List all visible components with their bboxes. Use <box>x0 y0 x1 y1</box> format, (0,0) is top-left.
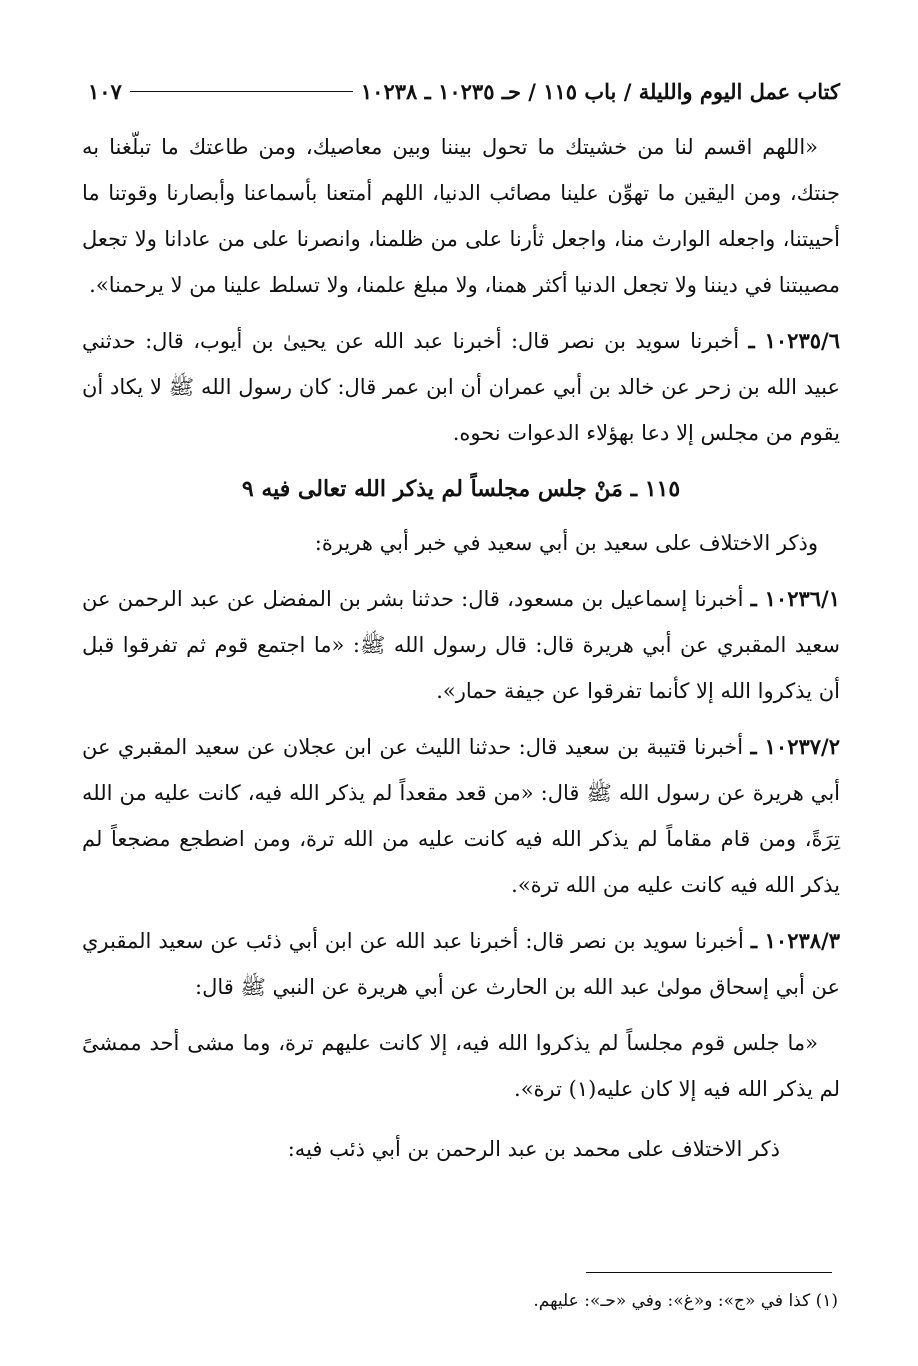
closing-text: ذكر الاختلاف على محمد بن عبد الرحمن بن أبي ذئب فيه: <box>287 1137 780 1161</box>
hadith-text: أخبرنا سويد بن نصر قال: أخبرنا عبد الله عن ابن أبي ذئب عن سعيد المقبري عن أبي إسحاق مولىٰ عبد الله بن الحارث عن أبي هريرة عن النبي ﷺ قال: <box>82 929 840 999</box>
hadith-10238 <box>82 918 840 1010</box>
page-body <box>82 124 840 1182</box>
quote-paragraph <box>82 1020 840 1112</box>
hadith-number: ١٠٢٣٧/٢ ـ <box>750 734 840 759</box>
dua-paragraph <box>82 124 840 308</box>
running-header <box>88 74 840 108</box>
hadith-text: أخبرنا قتيبة بن سعيد قال: حدثنا الليث عن ابن عجلان عن سعيد المقبري عن أبي هريرة عن رسول الله ﷺ قال: «من قعد مقعداً لم يذكر الله فيه، كانت عليه من الله تِرَةً، ومن قام مقاماً لم يذكر الله فيه كانت عليه من الله ترة، ومن اضطجع مضجعاً لم يذكر الله فيه كانت عليه من الله ترة». <box>82 735 840 897</box>
hadith-10235 <box>82 318 840 456</box>
hadith-number: ١٠٢٣٦/١ ـ <box>750 586 841 611</box>
header-rule <box>130 91 353 92</box>
hadith-10236 <box>82 576 840 714</box>
closing-line <box>82 1126 840 1172</box>
hadith-number: ١٠٢٣٨/٣ ـ <box>750 928 840 953</box>
intro-text: وذكر الاختلاف على سعيد بن أبي سعيد في خبر أبي هريرة: <box>314 531 818 555</box>
header-title: كتاب عمل اليوم والليلة / باب ١١٥ / حـ ١٠٢٣٥ ـ ١٠٢٣٨ <box>360 78 840 104</box>
chapter-heading: ١١٥ ـ مَنْ جلس مجلساً لم يذكر الله تعالى فيه ٩ <box>241 476 681 502</box>
hadith-number: ١٠٢٣٥/٦ ـ <box>748 328 840 353</box>
footnote: (١) كذا في «ج»: و«غ»: وفي «حـ»: عليهم. <box>533 1291 838 1311</box>
hadith-text: أخبرنا سويد بن نصر قال: أخبرنا عبد الله عن يحيىٰ بن أيوب، قال: حدثني عبيد الله بن زحر عن خالد بن أبي عمران أن ابن عمر قال: كان رسول الله ﷺ لا يكاد أن يقوم من مجلس إلا دعا بهؤلاء الدعوات نحوه. <box>82 329 840 445</box>
paragraph-text: «اللهم اقسم لنا من خشيتك ما تحول بيننا وبين معاصيك، ومن طاعتك ما تبلّغنا به جنتك، ومن اليقين ما تهوِّن علينا مصائب الدنيا، اللهم أمتعنا بأسماعنا وأبصارنا وقوتنا ما أحييتنا، واجعله الوارث منا، واجعل ثأرنا على من ظلمنا، وانصرنا على من عادانا ولا تجعل مصيبتنا في ديننا ولا تجعل الدنيا أكثر همنا، ولا مبلغ علمنا، ولا تسلط علينا من لا يرحمنا». <box>82 135 840 297</box>
footnote-rule <box>586 1272 832 1273</box>
hadith-10237 <box>82 724 840 908</box>
intro-line <box>82 520 840 566</box>
hadith-text: أخبرنا إسماعيل بن مسعود، قال: حدثنا بشر بن المفضل عن عبد الرحمن عن سعيد المقبري عن أبي هريرة قال: قال رسول الله ﷺ: «ما اجتمع قوم ثم تفرقوا قبل أن يذكروا الله إلا كأنما تفرقوا عن جيفة حمار». <box>82 587 840 703</box>
quote-text: «ما جلس قوم مجلساً لم يذكروا الله فيه، إلا كانت عليهم ترة، وما مشى أحد ممشىً لم يذكر الله فيه إلا كان عليه(١) ترة». <box>82 1031 840 1101</box>
page-number: ١٠٧ <box>88 78 122 104</box>
